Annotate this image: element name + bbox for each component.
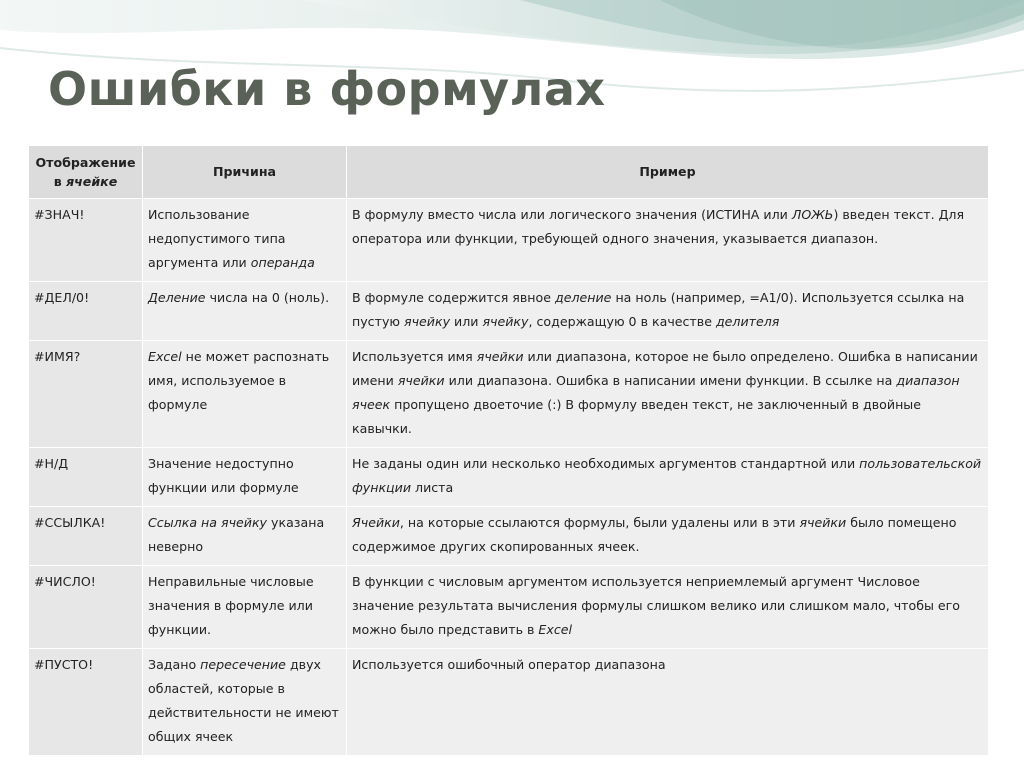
emphasized-term: делителя: [715, 314, 780, 329]
errors-table-container: [28, 145, 988, 756]
text-segment: , на которые ссылаются формулы, были удалены или в эти: [399, 515, 800, 530]
error-code-cell: #ДЕЛ/0!: [29, 282, 143, 341]
emphasized-term: ячейку: [404, 314, 451, 329]
header-display-line2-em: ячейке: [66, 174, 118, 189]
text-segment: Используется ошибочный оператор диапазона: [352, 657, 666, 672]
emphasized-term: операнда: [250, 255, 315, 270]
example-cell: [347, 566, 989, 649]
text-segment: Неправильные числовые значения в формуле или функции.: [148, 574, 314, 637]
reason-cell: [143, 448, 347, 507]
error-code-cell: #Н/Д: [29, 448, 143, 507]
error-code-cell: #ИМЯ?: [29, 341, 143, 448]
table-header-row: [29, 146, 989, 199]
text-segment: указана неверно: [148, 515, 325, 554]
emphasized-term: пересечение: [200, 657, 286, 672]
header-display-in-cell: [29, 146, 143, 199]
formula-errors-table: [28, 145, 989, 756]
emphasized-term: Ссылка на ячейку: [148, 515, 268, 530]
text-segment: Задано: [148, 657, 201, 672]
header-display-line2-prefix: в: [53, 174, 67, 189]
reason-cell: [143, 566, 347, 649]
reason-cell: [143, 507, 347, 566]
example-cell: [347, 507, 989, 566]
emphasized-term: ячейки: [476, 349, 524, 364]
error-code-cell: #ПУСТО!: [29, 649, 143, 756]
table-row: [29, 507, 989, 566]
text-segment: , содержащую 0 в качестве: [528, 314, 716, 329]
table-row: [29, 341, 989, 448]
table-row: [29, 199, 989, 282]
example-cell: [347, 649, 989, 756]
table-row: [29, 649, 989, 756]
emphasized-term: Ячейки: [352, 515, 400, 530]
text-segment: В формуле содержится явное: [352, 290, 556, 305]
emphasized-term: деление: [555, 290, 612, 305]
emphasized-term: Excel: [148, 349, 182, 364]
text-segment: было помещено содержимое других скопированных ячеек.: [352, 515, 957, 554]
reason-cell: [143, 282, 347, 341]
text-segment: или диапазона, которое не было определено. Ошибка в написании имени: [352, 349, 978, 388]
example-cell: [347, 341, 989, 448]
text-segment: или: [450, 314, 483, 329]
text-segment: двух областей, которые в действительности не имеют общих ячеек: [148, 657, 339, 744]
emphasized-term: ЛОЖЬ: [791, 207, 834, 222]
example-cell: [347, 282, 989, 341]
emphasized-term: ячейки: [799, 515, 847, 530]
example-cell: [347, 448, 989, 507]
header-display-line1: Отображение: [35, 155, 136, 170]
error-code-cell: #ЗНАЧ!: [29, 199, 143, 282]
reason-cell: [143, 649, 347, 756]
table-body: [29, 199, 989, 756]
emphasized-term: диапазон ячеек: [352, 373, 960, 412]
error-code-cell: #ССЫЛКА!: [29, 507, 143, 566]
reason-cell: [143, 199, 347, 282]
text-segment: на ноль (например, =A1/0). Используется ссылка на пустую: [352, 290, 965, 329]
emphasized-term: ячейку: [482, 314, 529, 329]
text-segment: ) введен текст. Для оператора или функции, требующей одного значения, указывается диапазон.: [352, 207, 965, 246]
text-segment: В функции с числовым аргументом используется неприемлемый аргумент Числовое значение результата вычисления формулы слишком велико или слишком мало, чтобы его можно было представить в: [352, 574, 960, 637]
text-segment: листа: [411, 480, 454, 495]
text-segment: В формулу вместо числа или логического значения (ИСТИНА или: [352, 207, 792, 222]
example-cell: [347, 199, 989, 282]
text-segment: числа на 0 (ноль).: [205, 290, 330, 305]
text-segment: Использование недопустимого типа аргумента или: [148, 207, 286, 270]
emphasized-term: пользовательской функции: [352, 456, 982, 495]
text-segment: Значение недоступно функции или формуле: [148, 456, 299, 495]
text-segment: Не заданы один или несколько необходимых аргументов стандартной или: [352, 456, 860, 471]
text-segment: пропущено двоеточие (:) В формулу введен текст, не заключенный в двойные кавычки.: [352, 397, 921, 436]
reason-cell: [143, 341, 347, 448]
emphasized-term: Excel: [538, 622, 573, 637]
table-row: [29, 448, 989, 507]
slide-title: Ошибки в формулах: [48, 62, 606, 116]
text-segment: не может распознать имя, используемое в формуле: [148, 349, 330, 412]
emphasized-term: Деление: [148, 290, 206, 305]
header-reason: Причина: [143, 146, 347, 199]
table-row: [29, 566, 989, 649]
table-row: [29, 282, 989, 341]
header-example: Пример: [347, 146, 989, 199]
text-segment: или диапазона. Ошибка в написании имени функции. В ссылке на: [444, 373, 897, 388]
text-segment: Используется имя: [352, 349, 477, 364]
error-code-cell: #ЧИСЛО!: [29, 566, 143, 649]
emphasized-term: ячейки: [397, 373, 445, 388]
